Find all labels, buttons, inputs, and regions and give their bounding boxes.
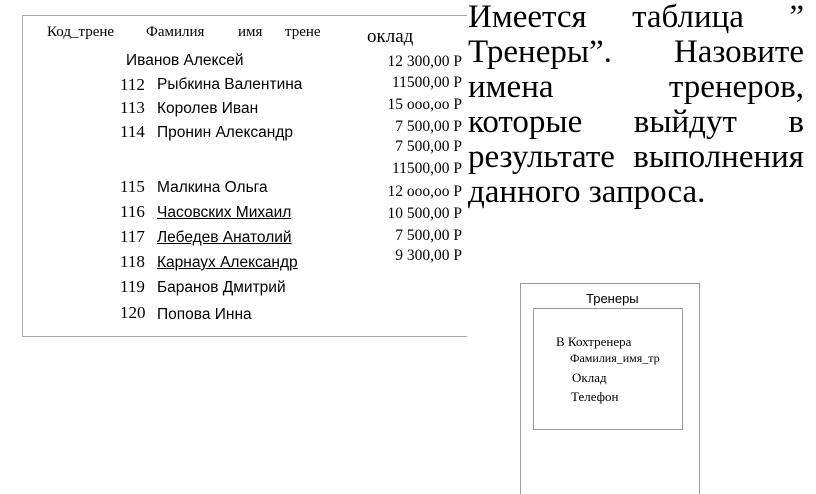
row-code: 116 bbox=[120, 202, 145, 221]
row-name: Баранов Дмитрий bbox=[157, 279, 286, 296]
question-text: Имеется таблица ” Тренеры”. Назовите имена тренеров, которые выйдут в результате выполнения данного запроса. bbox=[468, 0, 804, 210]
schema-field: Фамилия_имя_тр bbox=[570, 351, 660, 365]
row-code: 120 bbox=[120, 303, 146, 322]
row-name: Попова Инна bbox=[157, 306, 252, 323]
row-salary: 15 ооо,оо Р bbox=[387, 96, 462, 113]
row-name: Карнаух Александр bbox=[157, 254, 298, 271]
schema-title: Тренеры bbox=[586, 291, 639, 306]
row-code: 118 bbox=[120, 252, 145, 271]
row-salary: 12 300,00 Р bbox=[387, 53, 462, 70]
row-salary: 11500,00 Р bbox=[391, 74, 462, 91]
row-code: 115 bbox=[120, 177, 145, 196]
frame-left-border bbox=[22, 15, 23, 337]
row-salary: 7 500,00 Р bbox=[395, 227, 462, 244]
row-name: Малкина Ольга bbox=[157, 179, 268, 196]
row-name: Иванов Алексей bbox=[126, 52, 244, 69]
header-first-name: имя bbox=[238, 24, 263, 40]
header-surname: Фамилия bbox=[146, 24, 205, 40]
row-name: Рыбкина Валентина bbox=[157, 76, 303, 93]
row-salary: 10 500,00 Р bbox=[387, 205, 462, 222]
row-code: 113 bbox=[120, 98, 145, 117]
schema-field-box bbox=[533, 308, 683, 430]
row-salary: 9 300,00 Р bbox=[395, 247, 462, 264]
schema-field: Оклад bbox=[572, 370, 607, 385]
schema-field: В Кохтренера bbox=[556, 334, 632, 349]
header-salary: оклад bbox=[367, 26, 414, 47]
row-salary: 7 500,00 Р bbox=[395, 118, 462, 135]
row-name: Часовских Михаил bbox=[157, 204, 292, 221]
row-salary: 7 500,00 Р bbox=[395, 138, 462, 155]
frame-top-border bbox=[22, 15, 467, 16]
header-trainer: трене bbox=[285, 24, 321, 40]
schema-field: Телефон bbox=[571, 389, 619, 404]
row-salary: 12 ооо,оо Р bbox=[387, 183, 462, 200]
frame-bottom-border bbox=[22, 336, 467, 337]
row-name: Пронин Александр bbox=[157, 124, 294, 141]
row-code: 114 bbox=[120, 122, 145, 141]
row-name: Королев Иван bbox=[157, 100, 259, 117]
row-code: 112 bbox=[120, 75, 145, 94]
row-name: Лебедев Анатолий bbox=[157, 229, 292, 246]
header-code: Код_трене bbox=[47, 24, 115, 40]
row-code: 117 bbox=[120, 227, 145, 246]
row-code: 119 bbox=[120, 277, 145, 296]
row-salary: 11500,00 Р bbox=[391, 160, 462, 177]
